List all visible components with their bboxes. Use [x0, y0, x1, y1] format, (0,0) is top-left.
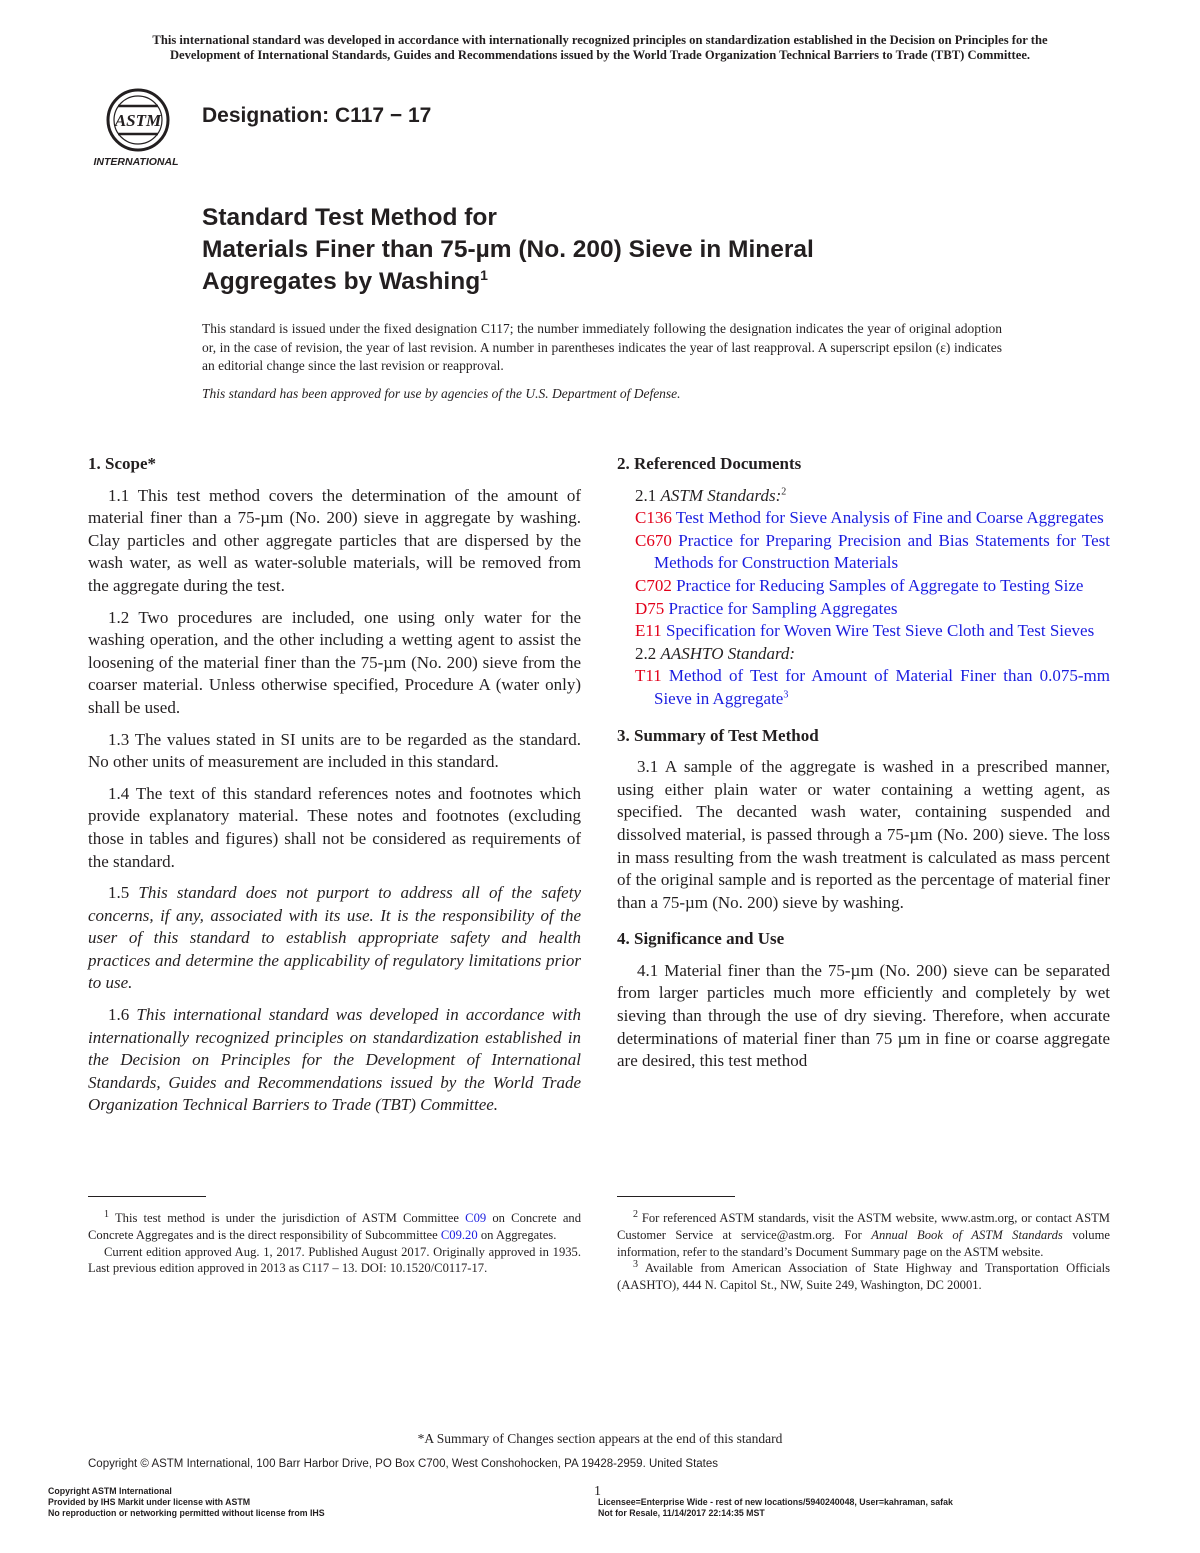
- significance-paragraph-4-1: 4.1 Material finer than the 75-µm (No. 200) sieve can be separated from larger particles much more efficiently and completely by wet sieving than through the use of dry sieving. Therefore, when accurate determinations of material finer than 75 µm in fine or coarse aggregate are desired, this test method: [617, 960, 1110, 1071]
- copyright-line: Copyright © ASTM International, 100 Barr Harbor Drive, PO Box C700, West Conshohocken, PA 19428-2959. United States: [88, 1458, 719, 1470]
- top-notice-line-1: This international standard was developed in accordance with internationally recognized principles on standardization established in the Decision on Principles for the: [152, 33, 1048, 47]
- aashto-standard-text: AASHTO Standard:: [660, 643, 796, 663]
- license-info-right: [598, 1497, 953, 1519]
- astm-standards-text: ASTM Standards:: [660, 485, 782, 505]
- issue-note: This standard is issued under the fixed designation C117; the number immediately following the designation indicates the year of original adoption or, in the case of revision, the year of last revision. A number in parentheses indicates the year of last reapproval. A superscript epsilon (ε) indicates an editorial change since the last revision or reapproval.: [202, 321, 1002, 373]
- footnote-2: [617, 1210, 1110, 1260]
- reference-title[interactable]: Practice for Reducing Samples of Aggregate to Testing Size: [676, 575, 1084, 595]
- license-left-line-1: Copyright ASTM International: [48, 1486, 172, 1496]
- reference-item[interactable]: [617, 620, 1110, 643]
- aashto-standard-label: [617, 643, 1110, 666]
- summary-paragraph-3-1: 3.1 A sample of the aggregate is washed in a prescribed manner, using either plain water or water containing a wetting agent, as specified. The decanted wash water, containing suspended and dissolved material, is passed through a 75-µm (No. 200) sieve. The loss in mass resulting from the wash treatment is calculated as mass percent of the original sample and is reported as the percentage of material finer than a 75-µm (No. 200) sieve by washing.: [617, 757, 1110, 912]
- reference-code[interactable]: C702: [635, 575, 672, 595]
- footnotes-right: [617, 1210, 1110, 1294]
- scope-1-6-text: This international standard was developed in accordance with internationally recognized principles on standardization established in the Decision on Principles for the Development of International Standards, Guides and Recommendations issued by the World Trade Organization Technical Barriers to Trade (TBT) Committee.: [88, 1005, 581, 1115]
- footnote-2-italic: Annual Book of ASTM Standards: [871, 1227, 1063, 1242]
- reference-title[interactable]: Specification for Woven Wire Test Sieve Cloth and Test Sieves: [666, 621, 1095, 641]
- right-column: [617, 453, 1110, 1082]
- title-line-1: Standard Test Method for: [202, 204, 497, 231]
- title-line-3: [202, 266, 1102, 298]
- astm-standards-footnote-mark: 2: [781, 485, 787, 497]
- scope-paragraph-1-1: 1.1 This test method covers the determination of the amount of material finer than a 75-µm (No. 200) sieve in aggregate by washing. Clay particles and other aggregate particles that are dispersed by the wash water, as well as water-soluble materials, will be removed from the aggregate during the test.: [88, 485, 581, 595]
- scope-1-5-number: 1.5: [108, 883, 130, 903]
- reference-item[interactable]: [617, 575, 1110, 598]
- top-notice-line-2: Development of International Standards, Guides and Recommendations issued by the World Trade Organization Technical Barriers to Trade (TBT) Committee.: [169, 48, 1031, 62]
- scope-paragraph-1-4: 1.4 The text of this standard references notes and footnotes which provide explanatory material. These notes and footnotes (excluding those in tables and figures) shall not be considered as requirements of the standard.: [88, 783, 581, 871]
- reference-item[interactable]: [617, 507, 1110, 530]
- subcommittee-c09-20-link[interactable]: C09.20: [440, 1227, 478, 1242]
- scope-paragraph-1-2: 1.2 Two procedures are included, one using only water for the washing operation, and the other including a wetting agent to assist the loosening of the material finer than the 75-µm (No. 200) sieve from the coarser material. Unless otherwise specified, Procedure A (water only) shall be used.: [88, 607, 581, 717]
- reference-item[interactable]: [617, 665, 1110, 710]
- astm-standards-number: 2.1: [635, 485, 657, 505]
- reference-code[interactable]: D75: [635, 598, 665, 618]
- summary-of-changes-note: *A Summary of Changes section appears at the end of this standard: [417, 1431, 783, 1446]
- reference-title[interactable]: Practice for Preparing Precision and Bias Statements for Test Methods for Construction Materials: [654, 530, 1111, 573]
- reference-title[interactable]: Practice for Sampling Aggregates: [668, 598, 898, 618]
- footnote-2-text-a: For referenced ASTM standards, visit the ASTM website, www.astm.org, or contact ASTM Customer Service at service@astm.org. For: [617, 1211, 1111, 1242]
- referenced-documents-heading: 2. Referenced Documents: [617, 454, 802, 473]
- astm-logo-icon: [88, 86, 188, 168]
- scope-1-5-text: This standard does not purport to address all of the safety concerns, if any, associated with its use. It is the responsibility of the user of this standard to establish appropriate safety and health practices and determine the applicability of regulatory limitations prior to use.: [88, 883, 581, 993]
- reference-item[interactable]: [617, 530, 1110, 575]
- scope-paragraph-1-6: [88, 1004, 581, 1117]
- title-line-3-text: Aggregates by Washing: [202, 268, 481, 295]
- astm-logo: [88, 86, 188, 168]
- top-notice: [70, 33, 1130, 63]
- footnote-1-text-c: on Aggregates.: [480, 1227, 557, 1242]
- license-left-line-3: No reproduction or networking permitted without license from IHS: [48, 1508, 325, 1518]
- reference-title[interactable]: Test Method for Sieve Analysis of Fine and Coarse Aggregates: [675, 508, 1104, 528]
- license-left-line-2: Provided by IHS Markit under license with ASTM: [48, 1497, 251, 1507]
- reference-code[interactable]: T11: [635, 666, 662, 686]
- footnote-3-mark: 3: [633, 1259, 638, 1271]
- scope-paragraph-1-3: 1.3 The values stated in SI units are to be regarded as the standard. No other units of measurement are included in this standard.: [88, 729, 581, 772]
- reference-code[interactable]: C136: [635, 508, 672, 528]
- committee-c09-link[interactable]: C09: [465, 1211, 487, 1225]
- title-line-2: Materials Finer than 75-µm (No. 200) Sieve in Mineral: [202, 236, 814, 263]
- document-title: [202, 202, 1102, 298]
- license-info-left: [48, 1486, 325, 1519]
- footnote-3: [617, 1260, 1110, 1294]
- scope-heading: 1. Scope*: [88, 454, 156, 473]
- license-right-line-1: Licensee=Enterprise Wide - rest of new locations/5940240048, User=kahraman, safak: [598, 1497, 953, 1507]
- footnotes-left: [88, 1210, 581, 1277]
- left-column: [88, 453, 581, 1126]
- dod-approval-note: This standard has been approved for use by agencies of the U.S. Department of Defense.: [202, 386, 681, 401]
- significance-heading: 4. Significance and Use: [617, 929, 785, 949]
- scope-paragraph-1-5: [88, 882, 581, 995]
- summary-heading: 3. Summary of Test Method: [617, 725, 819, 745]
- scope-1-6-number: 1.6: [108, 1005, 130, 1025]
- title-footnote-mark: 1: [480, 266, 488, 283]
- footnote-1: [88, 1210, 581, 1244]
- designation: Designation: C117 − 17: [202, 104, 432, 127]
- reference-title[interactable]: Method of Test for Amount of Material Finer than 0.075-mm Sieve in Aggregate: [654, 666, 1110, 708]
- footnote-2-mark: 2: [633, 1208, 638, 1220]
- aashto-standard-number: 2.2: [635, 643, 657, 663]
- footnote-1-text-b: on Concrete and Concrete Aggregates and is the direct responsibility of Subcommittee: [88, 1211, 581, 1242]
- page-number: 1: [594, 1484, 601, 1499]
- reference-footnote-mark: 3: [783, 689, 789, 701]
- reference-item[interactable]: [617, 598, 1110, 621]
- license-right-line-2: Not for Resale, 11/14/2017 22:14:35 MST: [598, 1508, 765, 1518]
- reference-code[interactable]: E11: [635, 621, 662, 641]
- footnote-1-text-a: This test method is under the jurisdiction of ASTM Committee: [114, 1211, 459, 1225]
- footnote-divider-left: [88, 1196, 206, 1197]
- logo-text: ASTM: [114, 111, 162, 130]
- footnote-2-text-b: volume information, refer to the standard’s Document Summary page on the ASTM website.: [617, 1227, 1110, 1259]
- footnote-1-mark: 1: [104, 1208, 109, 1220]
- footnote-3-text: Available from American Association of State Highway and Transportation Officials (AASHTO), 444 N. Capitol St., NW, Suite 249, Washington, DC 20001.: [617, 1261, 1110, 1293]
- logo-subtext: INTERNATIONAL: [93, 156, 179, 168]
- astm-standards-label: [617, 485, 1110, 508]
- footnote-divider-right: [617, 1196, 735, 1197]
- edition-note: Current edition approved Aug. 1, 2017. Published August 2017. Originally approved in 1935. Last previous edition approved in 2013 as C117 – 13. DOI: 10.1520/C0117-17.: [88, 1244, 581, 1276]
- reference-code[interactable]: C670: [635, 530, 672, 550]
